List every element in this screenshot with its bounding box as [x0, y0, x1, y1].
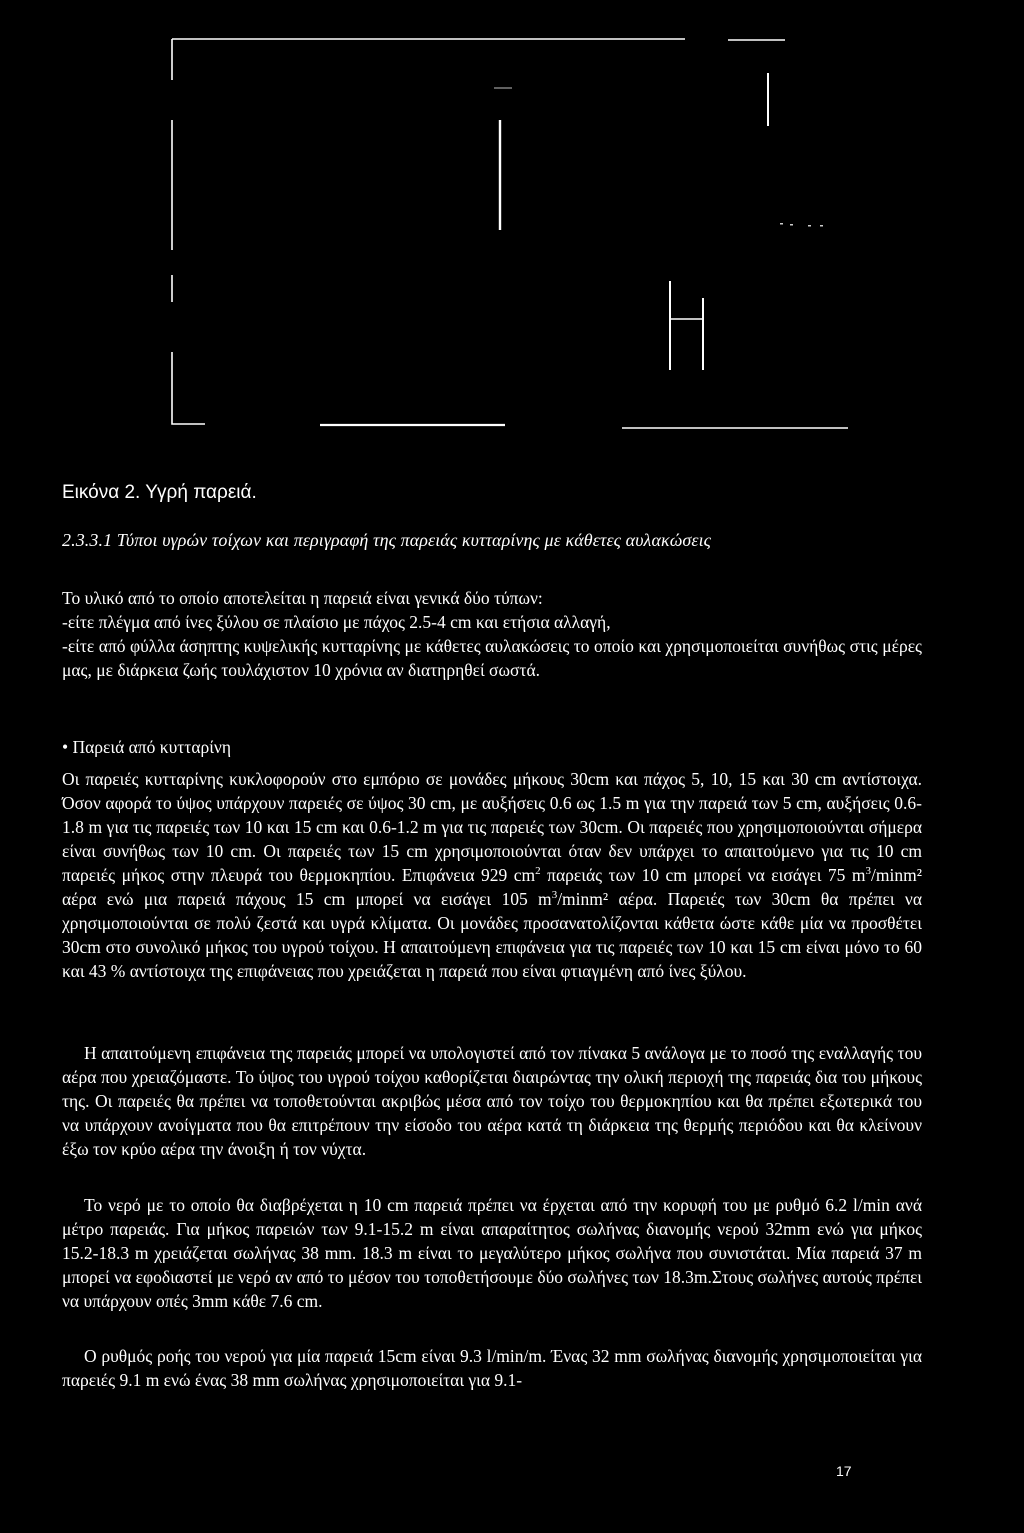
- intro-block: [62, 586, 922, 682]
- paragraph-2: Η απαιτούμενη επιφάνεια της παρειάς μπορεί να υπολογιστεί από τον πίνακα 5 ανάλογα με το ποσό της εναλλαγής του αέρα που χρειαζόμαστε. Το ύψος του υγρού τοίχου καθορίζεται διαιρώντας την ολική περιοχή της παρειάς δια του μήκους της. Οι παρειές θα πρέπει να τοποθετούνται ακριβώς μέσα από τον τοίχο του θερμοκηπίου και θα πρέπει εξωτερικά του να υπάρχουν ανοίγματα που θα επιτρέπουν την είσοδο του αέρα κατά τη διάρκεια της θερμής περιόδου και θα κλείνουν έξω τον κρύο αέρα την άνοιξη ή τον νύχτα.: [62, 1043, 922, 1159]
- p1-superscript-2: 3: [865, 865, 872, 878]
- p1-superscript-3: 3: [551, 889, 558, 902]
- bullet-heading: • Παρειά από κυτταρίνη: [62, 737, 231, 757]
- figure-wet-pad-photo: [160, 30, 850, 440]
- p1-superscript-1: 2: [535, 865, 541, 878]
- p1-part-c: /minm² αέρα ενώ μια παρειά πάχους 15 cm μπορεί να εισάγει 105 m: [62, 865, 922, 909]
- wet-pad-image: [160, 30, 850, 440]
- figure-caption: Εικόνα 2. Υγρή παρειά.: [62, 482, 257, 503]
- paragraph-3: Το νερό με το οποίο θα διαβρέχεται η 10 cm παρειά πρέπει να έρχεται από την κορυφή του με ρυθμό 6.2 l/min ανά μέτρο παρειάς. Για μήκος παρειών των 9.1-15.2 m είναι απαραίτητος σωλήνας διανομής νερού 32mm ενώ για μήκος 15.2-18.3 m χρειάζεται σωλήνας 38 mm. 18.3 m είναι το μεγαλύτερο μήκος σωλήνα που συνιστάται. Μία παρειά 37 m μπορεί να εφοδιαστεί με νερό αν από το μέσον του τοποθετήσουμε δύο σωλήνες των 18.3m.Στους σωλήνες αυτούς πρέπει να υπάρχουν οπές 3mm κάθε 7.6 cm.: [62, 1195, 922, 1311]
- intro-line-2: -είτε πλέγμα από ίνες ξύλου σε πλαίσιο με πάχος 2.5-4 cm και ετήσια αλλαγή,: [62, 612, 611, 632]
- section-heading: 2.3.3.1 Τύποι υγρών τοίχων και περιγραφή της παρειάς κυτταρίνης με κάθετες αυλακώσεις: [62, 530, 712, 550]
- p1-part-b: παρειάς των 10 cm μπορεί να εισάγει 75 m: [540, 865, 866, 885]
- intro-paragraph: -είτε από φύλλα άσηπτης κυψελικής κυτταρίνης με κάθετες αυλακώσεις το οποίο και χρησιμοποιείται συνήθως στις μέρες μας, με διάρκεια ζωής τουλάχιστον 10 χρόνια αν διατηρηθεί σωστά.: [62, 636, 922, 680]
- intro-line-1: Το υλικό από το οποίο αποτελείται η παρειά είναι γενικά δύο τύπων:: [62, 588, 543, 608]
- paragraph-1: [62, 767, 922, 983]
- page-number: 17: [836, 1463, 852, 1479]
- paragraph-4: Ο ρυθμός ροής του νερού για μία παρειά 15cm είναι 9.3 l/min/m. Ένας 32 mm σωλήνας διανομής χρησιμοποιείται για παρειές 9.1 m ενώ ένας 38 mm σωλήνας χρησιμοποιείται για 9.1-: [62, 1346, 922, 1390]
- p1-part-d: /minm² αέρα. Παρειές των 30cm θα πρέπει να χρησιμοποιούνται σε πολύ ζεστά και υγρά κλίματα. Οι μονάδες προσανατολίζονται κάθετα ώστε κάθε μία να προσθέτει 30cm στο συνολικό μήκος του υγρού τοίχου. Η απαιτούμενη επιφάνεια για τις παρειές των 10 και 15 cm είναι μόνο το 60 και 43 % αντίστοιχα της επιφάνειας που χρειάζεται η παρειά που είναι φτιαγμένη από ίνες ξύλου.: [62, 889, 922, 981]
- p1-part-a: Οι παρειές κυτταρίνης κυκλοφορούν στο εμπόριο σε μονάδες μήκους 30cm και πάχος 5, 10, 15 και 30 cm αντίστοιχα. Όσον αφορά το ύψος υπάρχουν παρειές σε ύψος 30 cm, με αυξήσεις 0.6 ως 1.5 m για την παρειά των 5 cm, αυξήσεις 0.6-1.8 m για τις παρειές των 10 και 15 cm και 0.6-1.2 m για τις παρειές των 30cm. Οι παρειές που χρησιμοποιούνται σήμερα είναι συνήθως των 10 cm. Οι παρειές των 15 cm χρησιμοποιούνται όταν δεν υπάρχει το απαιτούμενο για τις 10 cm παρειές μήκος στην πλευρά του θερμοκηπίου. Επιφάνεια 929 cm: [62, 769, 922, 885]
